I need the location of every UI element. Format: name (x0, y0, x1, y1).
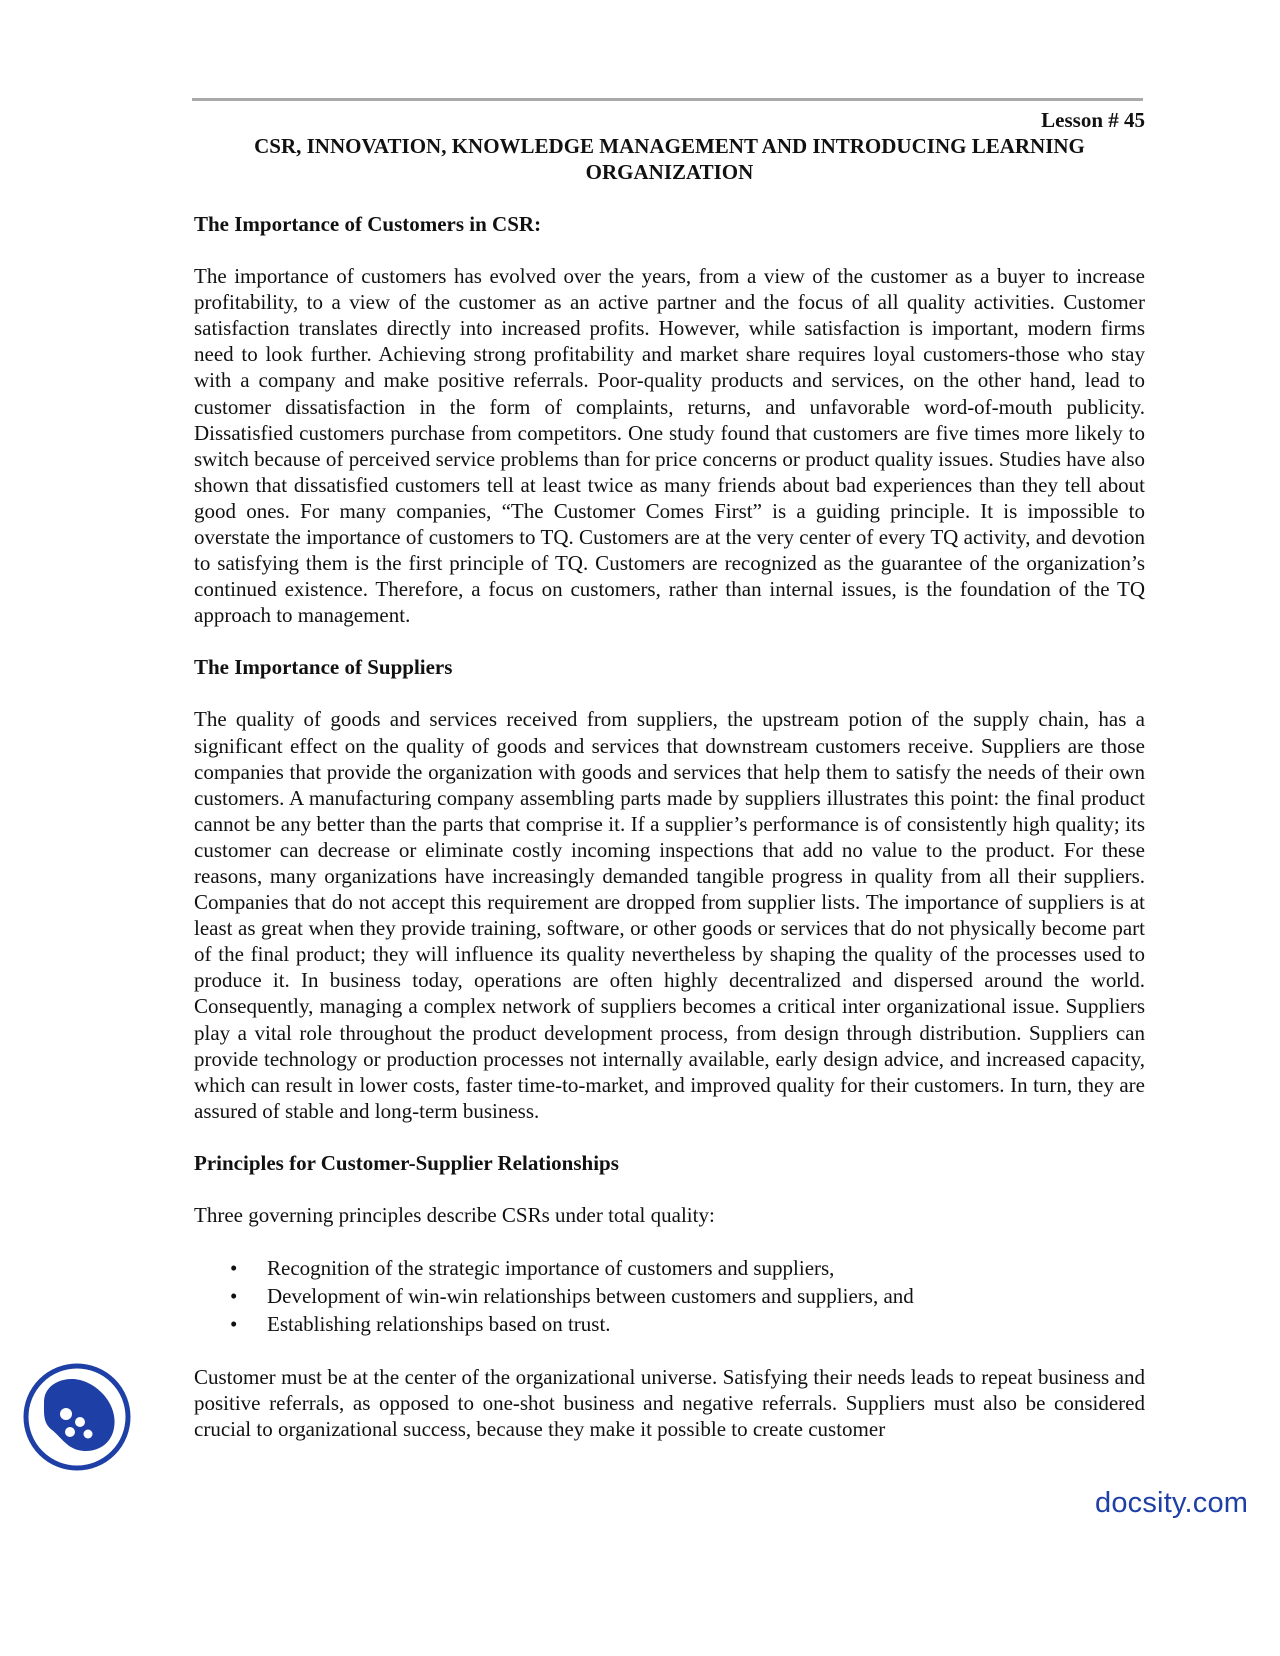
docsity-brand-link[interactable]: docsity.com (1095, 1487, 1249, 1519)
customers-paragraph: The importance of customers has evolved over the years, from a view of the customer as a buyer to increase profitability, to a view of the customer as an active partner and the focus of all quality activities. Customer satisfaction translates directly into increased profits. However, while satisfaction is important, modern firms need to look further. Achieving strong profitability and market share requires loyal customers-those who stay with a company and make positive referrals. Poor-quality products and services, on the other hand, lead to customer dissatisfaction in the form of complaints, returns, and unfavorable word-of-mouth publicity. Dissatisfied customers purchase from competitors. One study found that customers are five times more likely to switch because of perceived service problems than for price concerns or product quality issues. Studies have also shown that dissatisfied customers tell at least twice as many friends about bad experiences than they tell about good ones. For many companies, “The Customer Comes First” is a guiding principle. It is impossible to overstate the importance of customers to TQ. Customers are at the very center of every TQ activity, and devotion to satisfying them is the first principle of TQ. Customers are recognized as the guarantee of the organization’s continued existence. Therefore, a focus on customers, rather than internal issues, is the foundation of the TQ approach to management. (194, 264, 1145, 628)
header-rule (192, 98, 1143, 101)
principles-intro: Three governing principles describe CSRs under total quality: (194, 1202, 715, 1227)
docsity-logo-svg (22, 1362, 132, 1472)
bullet-icon: • (230, 1284, 238, 1308)
suppliers-paragraph: The quality of goods and services received from suppliers, the upstream potion of the supply chain, has a significant effect on the quality of goods and services that downstream customers receive. Suppliers are those companies that provide the organization with goods and services that help them to satisfy the needs of their own customers. A manufacturing company assembling parts made by suppliers illustrates this point: the final product cannot be any better than the parts that comprise it. If a supplier’s performance is of consistently high quality; its customer can decrease or eliminate costly incoming inspections that add no value to the product. For these reasons, many organizations have increasingly demanded tangible progress in quality from all their suppliers. Companies that do not accept this requirement are dropped from supplier lists. The importance of suppliers is at least as great when they provide training, software, or other goods or services that do not physically become part of the final product; they will influence its quality nevertheless by shaping the quality of the processes used to produce it. In business today, operations are often highly decentralized and dispersed around the world. Consequently, managing a complex network of suppliers becomes a critical inter organizational issue. Suppliers play a vital role throughout the product development process, from design through distribution. Suppliers can provide technology or production processes not internally available, early design advice, and increased capacity, which can result in lower costs, faster time-to-market, and improved quality for their customers. In turn, they are assured of stable and long-term business. (194, 707, 1145, 1123)
closing-paragraph: Customer must be at the center of the organizational universe. Satisfying their needs leads to repeat business and positive referrals, as opposed to one-shot business and negative referrals. Suppliers must also be considered crucial to organizational success, because they make it possible to create customer (194, 1365, 1145, 1442)
document-title: CSR, INNOVATION, KNOWLEDGE MANAGEMENT AND INTRODUCING LEARNING ORGANIZATION (254, 134, 1085, 185)
principles-list (194, 1254, 1145, 1338)
list-item-text: Development of win-win relationships between customers and suppliers, and (267, 1284, 914, 1308)
document-page (194, 107, 1145, 1442)
docsity-logo-icon[interactable] (22, 1362, 132, 1472)
list-item-text: Recognition of the strategic importance of customers and suppliers, (267, 1256, 835, 1280)
bullet-icon: • (230, 1312, 238, 1336)
lesson-number: Lesson # 45 (1041, 108, 1145, 132)
list-item (194, 1282, 1145, 1310)
list-item (194, 1254, 1145, 1282)
bullet-icon: • (230, 1256, 238, 1280)
list-item (194, 1310, 1145, 1338)
section-heading-principles: Principles for Customer-Supplier Relationships (194, 1150, 619, 1175)
section-heading-suppliers: The Importance of Suppliers (194, 655, 453, 680)
section-heading-customers: The Importance of Customers in CSR: (194, 212, 542, 237)
list-item-text: Establishing relationships based on trust. (267, 1312, 611, 1336)
